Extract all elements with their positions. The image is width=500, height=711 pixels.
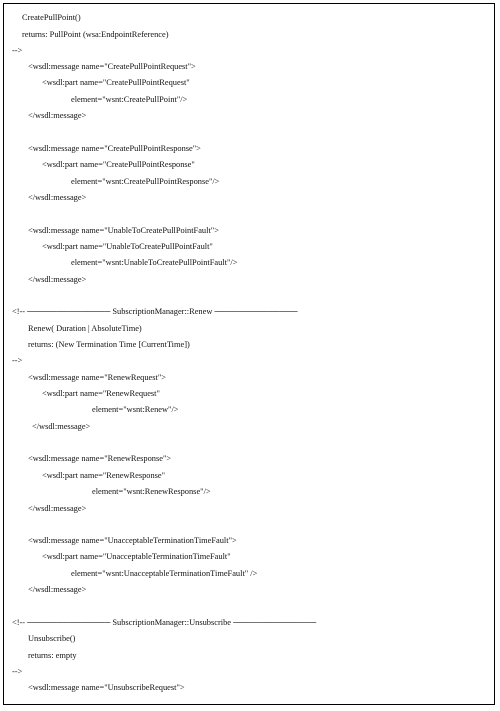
code-line: <wsdl:part name="UnacceptableTerminationTimeFault" xyxy=(42,552,231,561)
code-line: returns: (New Termination Time [CurrentTime]) xyxy=(28,340,190,349)
code-line: <wsdl:message name="UnableToCreatePullPointFault"> xyxy=(28,226,219,235)
code-line: <wsdl:message name="CreatePullPointRequest"> xyxy=(28,62,196,71)
code-line: --> xyxy=(12,667,23,676)
code-line: element="wsnt:UnacceptableTerminationTimeFault" /> xyxy=(71,569,258,578)
code-line: element="wsnt:CreatePullPoint"/> xyxy=(71,95,188,104)
code-line: </wsdl:message> xyxy=(28,585,87,594)
code-line: Unsubscribe() xyxy=(28,634,76,643)
code-line: </wsdl:message> xyxy=(28,504,87,513)
code-line: </wsdl:message> xyxy=(28,275,87,284)
code-line: element="wsnt:Renew"/> xyxy=(92,405,179,414)
code-line: --> xyxy=(12,46,23,55)
code-line: CreatePullPoint() xyxy=(22,13,81,22)
code-line: <wsdl:message name="CreatePullPointResponse"> xyxy=(28,144,201,153)
code-line: Renew( Duration | AbsoluteTime) xyxy=(28,324,142,333)
code-line: <wsdl:message name="RenewResponse"> xyxy=(28,454,172,463)
code-line: <wsdl:part name="RenewRequest" xyxy=(42,389,160,398)
code-line: </wsdl:message> xyxy=(28,193,87,202)
code-line: <wsdl:part name="CreatePullPointResponse" xyxy=(42,160,195,169)
code-line: <wsdl:part name="CreatePullPointRequest" xyxy=(42,78,190,87)
code-line: element="wsnt:UnableToCreatePullPointFault"/> xyxy=(71,258,238,267)
code-line: </wsdl:message> xyxy=(28,111,87,120)
code-line: returns: empty xyxy=(28,651,77,660)
code-line: <wsdl:part name="RenewResponse" xyxy=(42,471,166,480)
code-line: element="wsnt:CreatePullPointResponse"/> xyxy=(71,177,220,186)
code-line: <wsdl:message name="UnacceptableTerminationTimeFault"> xyxy=(28,536,237,545)
code-line: <wsdl:message name="RenewRequest"> xyxy=(28,373,166,382)
code-line: element="wsnt:RenewResponse"/> xyxy=(92,487,211,496)
code-line: returns: PullPoint (wsa:EndpointReference) xyxy=(22,30,169,39)
code-line: </wsdl:message> xyxy=(32,422,91,431)
code-line: --> xyxy=(12,356,23,365)
code-line: <wsdl:part name="UnableToCreatePullPointFault" xyxy=(42,242,213,251)
document-frame xyxy=(3,3,495,705)
comment-divider: <!-- ────────────── SubscriptionManager::Renew ────────────── xyxy=(12,307,298,316)
code-line: <wsdl:message name="UnsubscribeRequest"> xyxy=(28,683,185,692)
comment-divider: <!-- ────────────── SubscriptionManager::Unsubscribe ────────────── xyxy=(12,618,317,627)
